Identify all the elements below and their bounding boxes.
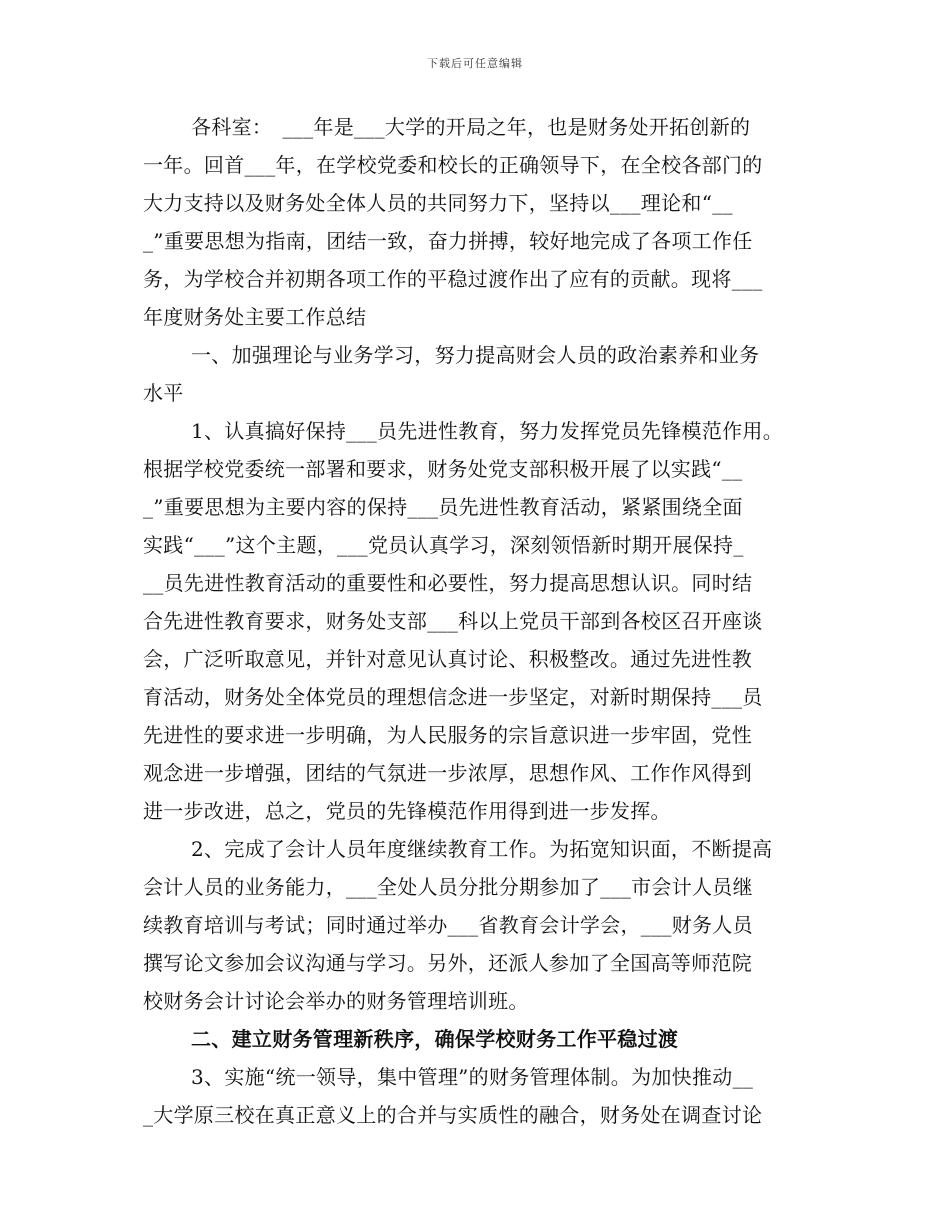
paragraph-line: 会，广泛听取意见，并针对意见认真讨论、积极整改。通过先进性教 [143,647,752,671]
paragraph-line: 实践“___”这个主题，___党员认真学习，深刻领悟新时期开展保持_ [143,533,744,557]
paragraph-line: _”重要思想为指南，团结一致，奋力拼搏，较好地完成了各项工作任 [143,229,753,253]
paragraph-line: 育活动，财务处全体党员的理想信念进一步坚定，对新时期保持___员 [143,685,763,709]
paragraph-line: _大学原三校在真正意义上的合并与实质性的融合，财务处在调查讨论 [143,1103,763,1127]
paragraph-line: _”重要思想为主要内容的保持___员先进性教育活动，紧紧围绕全面 [143,495,743,519]
paragraph-line: 进一步改进，总之，党员的先锋模范作用得到进一步发挥。 [143,799,671,823]
paragraph-line: 根据学校党委统一部署和要求，财务处党支部积极开展了以实践“__ [143,457,743,481]
paragraph-line: 3、实施“统一领导，集中管理”的财务管理体制。为加快推动__ [191,1065,754,1089]
paragraph-line: 年度财务处主要工作总结 [143,305,367,329]
paragraph-line: 大力支持以及财务处全体人员的共同努力下，坚持以___理论和“__ [143,191,733,215]
paragraph-line: 撰写论文参加会议沟通与学习。另外，还派人参加了全国高等师范院 [143,951,752,975]
paragraph-line: 观念进一步增强，团结的气氛进一步浓厚，思想作风、工作作风得到 [143,761,752,785]
page-header-watermark: 下载后可任意编辑 [427,57,523,70]
section-heading-line: 一、加强理论与业务学习，努力提高财会人员的政治素养和业务 [191,343,760,367]
paragraph-line: 各科室： ___年是___大学的开局之年，也是财务处开拓创新的 [191,115,751,139]
paragraph-line: 会计人员的业务能力，___全处人员分批分期参加了___市会计人员继 [143,875,753,899]
paragraph-line: 务，为学校合并初期各项工作的平稳过渡作出了应有的贡献。现将___ [143,267,763,291]
paragraph-line: 校财务会计讨论会举办的财务管理培训班。 [143,989,529,1013]
document-body [143,108,811,1134]
paragraph-line: 2、完成了会计人员年度继续教育工作。为拓宽知识面，不断提高 [191,837,773,861]
paragraph-line: 1、认真搞好保持___员先进性教育，努力发挥党员先锋模范作用。 [191,419,784,443]
paragraph-line: __员先进性教育活动的重要性和必要性，努力提高思想认识。同时结 [143,571,753,595]
paragraph-line: 先进性的要求进一步明确，为人民服务的宗旨意识进一步牢固，党性 [143,723,752,747]
section-heading-line: 水平 [143,381,184,405]
paragraph-line: 合先进性教育要求，财务处支部___科以上党员干部到各校区召开座谈 [143,609,763,633]
paragraph-line: 一年。回首___年，在学校党委和校长的正确领导下，在全校各部门的 [143,153,763,177]
paragraph-line: 续教育培训与考试；同时通过举办___省教育会计学会，___财务人员 [143,913,753,937]
section-heading-line: 二、建立财务管理新秩序，确保学校财务工作平稳过渡 [191,1027,679,1051]
